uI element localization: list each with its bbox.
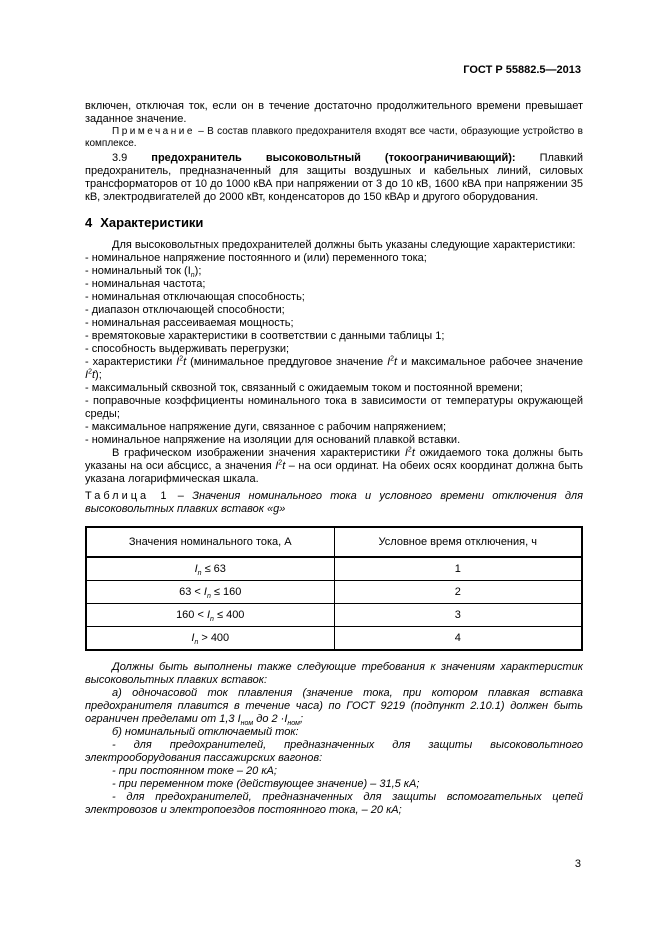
table-cell: $I_n \le 63$ <box>86 557 334 581</box>
table-cell: $160 < I_n \le 400$ <box>86 604 334 627</box>
list-item: - номинальная рассеиваемая мощность; <box>85 317 294 329</box>
table-cell: 3 <box>334 604 582 627</box>
rated-current-table <box>85 526 583 651</box>
list-item-i2t: - характеристики $I^2t$ (минимальное преддуговое значение $I^2t$ и максимальное рабочее значение $I^2t$); <box>85 355 584 381</box>
requirement-b-item: - для предохранителей, предназначенных для защиты вспомогательных цепей электровозов и электропоездов постоянного тока, – 20 кА; <box>85 791 583 816</box>
table-cell: 4 <box>334 627 582 651</box>
list-item: - номинальная частота; <box>85 278 206 290</box>
document-body <box>85 100 583 817</box>
list-item: - времятоковые характеристики в соответствии с данными таблицы 1; <box>85 330 445 342</box>
section-heading <box>85 216 583 229</box>
table-header-row <box>86 527 582 557</box>
list-item: - номинальное напряжение на изоляции для оснований плавкой вставки. <box>85 434 461 446</box>
list-item: - диапазон отключающей способности; <box>85 304 285 316</box>
list-item: - номинальный ток $(I_n)$; <box>85 265 202 280</box>
table-caption: Таблица 1 – Значения номинального тока и условного времени отключения для высоковольтных плавких вставок «g» <box>85 490 584 515</box>
note-paragraph <box>85 126 583 150</box>
requirement-b-item: - при переменном токе (действующее значение) – 31,5 кА; <box>112 778 420 790</box>
list-item: - номинальная отключающая способность; <box>85 291 305 303</box>
page-number: 3 <box>574 858 581 870</box>
note-text: В состав плавкого предохранителя входят все части, образующие устройство в комплексе. <box>85 126 583 149</box>
table-row <box>86 604 582 627</box>
list-item: - способность выдерживать перегрузки; <box>85 343 290 355</box>
list-item: - максимальное напряжение дуги, связанное с рабочим напряжением; <box>85 421 447 433</box>
clause-definition: Плавкий предохранитель, предназначенный для защиты воздушных и кабельных линий, силовых трансформаторов от 10 до 1000 кВА при напряжении от 3 до 10 кВ, 1600 кВА при напряжении 35 кВ, электродвигателей до 2000 кВт, конденсаторов до 150 кВАр и другого оборудования. <box>85 152 583 203</box>
table-cell: $63 < I_n \le 160$ <box>86 581 334 604</box>
table-cell: 1 <box>334 557 582 581</box>
table-row <box>86 627 582 651</box>
requirement-b-item: - для предохранителей, предназначенных для защиты высоковольтного электрооборудования пассажирских вагонов: <box>85 739 583 764</box>
requirement-a: а) одночасовой ток плавления (значение тока, при котором плавкая вставка предохранителя плавится в течение часа) по ГОСТ 9219 (подпункт 2.10.1) должен быть ограничен пределами от 1,3 $I_{ном}$ до $2 \cdot I_{ном}$; <box>85 687 583 728</box>
table-caption-text: Значения номинального тока и условного времени отключения для высоковольтных плавких вставок «g» <box>85 490 584 515</box>
requirement-b: б) номинальный отключаемый ток: <box>112 726 299 738</box>
note-label: Примечание <box>112 126 195 137</box>
requirements-intro: Должны быть выполнены также следующие требования к значениям характеристик высоковольтных плавких вставок: <box>85 661 583 686</box>
table-cell: $I_n > 400$ <box>86 627 334 651</box>
clause-number: 3.9 <box>112 152 152 164</box>
intro-paragraph: включен, отключая ток, если он в течение достаточно продолжительного времени превышает заданное значение. <box>85 100 583 125</box>
table-row <box>86 557 582 581</box>
note-dash: – <box>194 126 208 137</box>
table-caption-label: Таблица 1 <box>85 490 170 502</box>
list-item: - максимальный сквозной ток, связанный с ожидаемым током и постоянной времени; <box>85 382 523 394</box>
clause-3-9 <box>85 152 583 204</box>
table-row <box>86 581 582 604</box>
section-lead: Для высоковольтных предохранителей должны быть указаны следующие характеристики: <box>112 239 576 251</box>
section-title: Характеристики <box>100 215 204 230</box>
list-item: - номинальное напряжение постоянного и (или) переменного тока; <box>85 252 427 264</box>
list-item: - поправочные коэффициенты номинального тока в зависимости от температуры окружающей среды; <box>85 395 583 420</box>
table-header-cell: Значения номинального тока, А <box>86 527 334 557</box>
table-header-cell: Условное время отключения, ч <box>334 527 582 557</box>
document-header: ГОСТ Р 55882.5—2013 <box>463 64 581 76</box>
clause-term: предохранитель высоковольтный (токоограничивающий): <box>151 152 516 164</box>
requirement-b-item: - при постоянном токе – 20 кА; <box>112 765 277 777</box>
section-number: 4 <box>85 215 93 230</box>
graph-paragraph: В графическом изображении значения характеристики $I^2t$ ожидаемого тока должны быть указаны на оси абсцисс, а значения $I^2t$ – на оси ординат. На обеих осях координат должна быть указана логарифмическая шкала. <box>85 446 583 485</box>
table-cell: 2 <box>334 581 582 604</box>
